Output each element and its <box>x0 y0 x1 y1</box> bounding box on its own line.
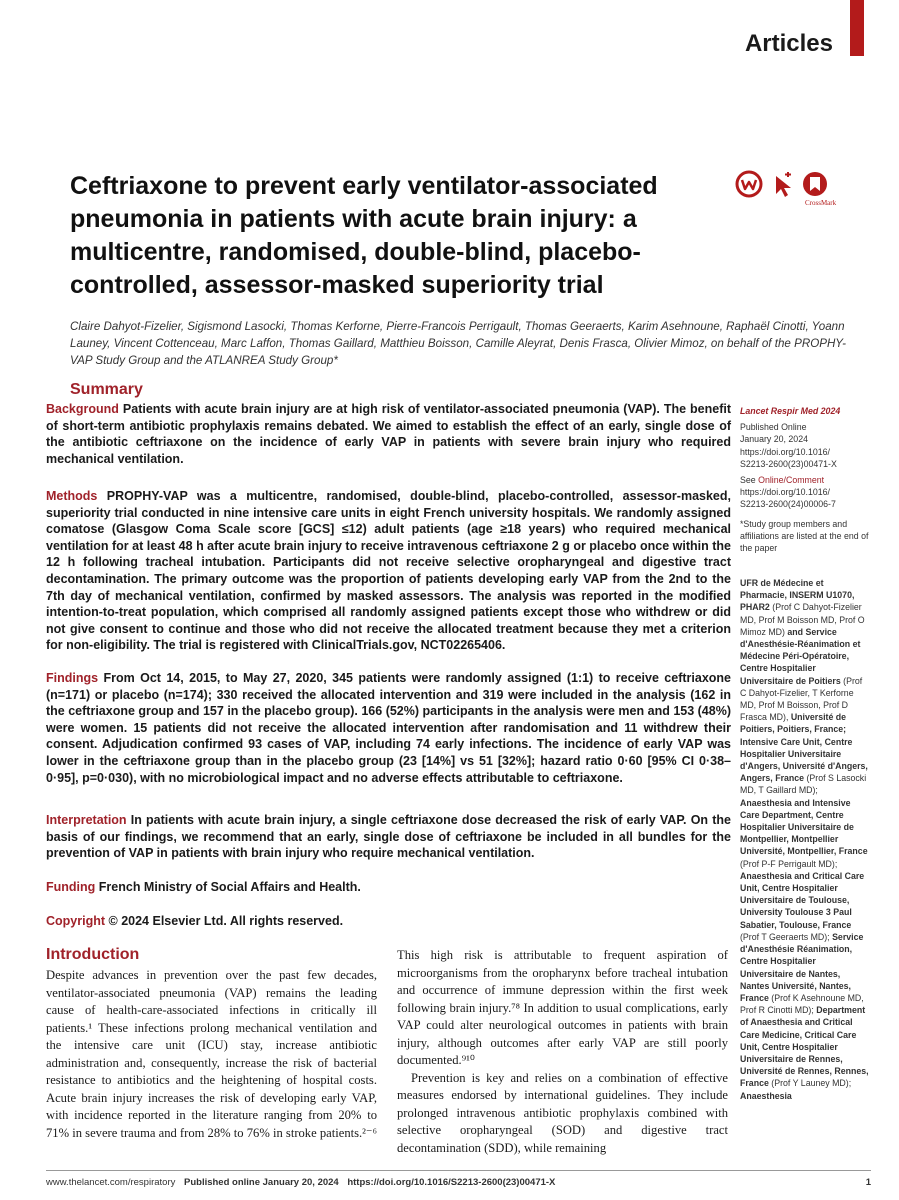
abstract-background <box>46 401 731 467</box>
background-text: Patients with acute brain injury are at high risk of ventilator-associated pneumonia (VAP). The benefit of short-term antibiotic prophylaxis remains debated. We aimed to establish the effect of an early, single dose of the antibiotic ceftriaxone on the incidence of early VAP in patients with severe brain injury who required mechanical ventilation. <box>46 402 731 466</box>
interpretation-text: In patients with acute brain injury, a single ceftriaxone dose decreased the risk of early VAP. On the basis of our findings, we recommend that an early, single dose of ceftriaxone be included in all bundles for the prevention of VAP in patients with brain injury who require mechanical ventilation. <box>46 813 731 861</box>
abstract-findings <box>46 670 731 786</box>
study-group-note: *Study group members and affiliations are listed at the end of the paper <box>740 518 869 554</box>
intro-paragraph: This high risk is attributable to frequent aspiration of microorganisms from the oropharynx before tracheal intubation and occurrence of immune depression within the first week following brain injury.⁷⁸ In addition to usual complications, early VAP could alter neurological outcomes in patients with brain injury, although outcomes after early VAP are still poorly documented.⁹¹⁰ <box>397 948 728 1067</box>
summary-heading: Summary <box>70 381 143 398</box>
affiliation-fragment: Service d'Anesthésie Réanimation, Centre Hospitalier Universitaire de Nantes, Nantes Université, Nantes, France <box>740 931 864 1003</box>
introduction-column-1 <box>46 967 377 1142</box>
interpretation-label: Interpretation <box>46 813 127 827</box>
affiliation-fragment: Anaesthesia and Intensive Care Department, Centre Hospitalier Universitaire de Montpellier, Montpellier Université, Montpellier, France <box>740 797 868 857</box>
affiliation-fragment: Anaesthesia and Critical Care Unit, Centre Hospitalier Universitaire de Toulouse, University Toulouse 3 Paul Sabatier, Toulouse, France <box>740 870 865 930</box>
introduction-heading: Introduction <box>46 946 140 963</box>
affiliation-fragment: (Prof P-F Perrigault MD); <box>740 858 838 869</box>
page-number: 1 <box>865 1177 871 1188</box>
journal-site-link[interactable]: www.thelancet.com/respiratory <box>46 1177 176 1188</box>
crossmark-label: CrossMark <box>805 199 837 207</box>
copyright-label: Copyright <box>46 914 106 928</box>
abstract-interpretation <box>46 812 731 862</box>
comment-link[interactable]: Online/Comment <box>758 475 825 486</box>
journal-citation: Lancet Respir Med 2024 <box>740 406 841 416</box>
article-badges <box>735 170 845 210</box>
affiliation-fragment: (Prof S Lasocki MD, T Gaillard MD); <box>740 773 867 796</box>
comment-doi-link-continued[interactable]: S2213-2600(24)00006-7 <box>740 499 836 510</box>
funding-text: French Ministry of Social Affairs and Health. <box>98 880 361 894</box>
introduction-column-2 <box>397 947 728 1157</box>
abstract-copyright <box>46 913 731 930</box>
see-also <box>740 474 870 486</box>
see-label: See <box>740 475 756 486</box>
page-footer <box>46 1177 871 1188</box>
copyright-text: © 2024 Elsevier Ltd. All rights reserved. <box>108 914 344 928</box>
affiliation-fragment: and Service d'Anesthésie-Réanimation et Médecine Péri-Opératoire, Centre Hospitalier Universitaire de Poitiers <box>740 626 861 686</box>
sidebar-affiliations <box>740 577 870 1102</box>
intro-paragraph: Prevention is key and relies on a combination of effective measures endorsed by international guidelines. They include prolonged intravenous antibiotic prophylaxis combined with selective oropharyngeal (SOD) and digestive tract decontamination (SDD), while remaining <box>397 1070 728 1155</box>
article-title: Ceftriaxone to prevent early ventilator-associated pneumonia in patients with acute brain injury: a multicentre, randomised, double-blind, placebo-controlled, assessor-masked superiority trial <box>70 172 658 299</box>
abstract-funding <box>46 879 731 896</box>
findings-label: Findings <box>46 671 99 685</box>
footer-doi-link[interactable]: https://doi.org/10.1016/S2213-2600(23)00471-X <box>347 1177 556 1188</box>
funding-label: Funding <box>46 880 96 894</box>
methods-text: PROPHY-VAP was a multicentre, randomised, double-blind, placebo-controlled, assessor-masked, superiority trial conducted in nine intensive care units in eight French university hospitals. We randomly assigned comatose (Glasgow Coma Scale score [GCS] ≤12) adult patients (age ≥18 years) who required mechanical ventilation for at least 48 h after acute brain injury to receive intravenous ceftriaxone 2 g or placebo once within the 12 h following tracheal intubation. Participants did not receive selective oropharyngeal and digestive tract decontamination. The primary outcome was the proportion of patients developing early VAP from the 2nd to the 7th day of mechanical ventilation, confirmed by masked assessors. The analysis was reported in the modified intention-to-treat population, which comprised all randomly assigned patients except those who withdrew or did not give consent to continue and those who did not receive the allocated treatment because they met a criterion for non-eligibility. The trial is registered with ClinicalTrials.gov, NCT02265406. <box>46 489 731 653</box>
cursor-icon[interactable] <box>768 170 796 198</box>
doi-link[interactable]: https://doi.org/10.1016/ <box>740 446 830 457</box>
footer-rule <box>46 1170 871 1171</box>
intro-paragraph: Despite advances in prevention over the past few decades, ventilator-associated pneumonia (VAP) remains the leading cause of health-care-associated infections in critically ill patients.¹ These infections prolong mechanical ventilation and the intensive care unit (ICU) stay, increase antibiotic administration and, consequently, increase the risk of bacterial resistance to antibiotics and the heightening of hospital costs. Acute brain injury increases the risk of developing early VAP, with incidence reported in the literature ranging from 20% to 71% in severe trauma and from 28% to 76% in stroke patients.²⁻⁶ <box>46 968 377 1140</box>
methods-label: Methods <box>46 489 98 503</box>
background-label: Background <box>46 402 119 416</box>
crossmark-icon[interactable] <box>801 170 829 198</box>
published-date: January 20, 2024 <box>740 434 808 445</box>
comment-doi-link[interactable]: https://doi.org/10.1016/ <box>740 487 830 498</box>
author-list: Claire Dahyot-Fizelier, Sigismond Lasocki, Thomas Kerforne, Pierre-Francois Perrigault, Thomas Geeraerts, Karim Asehnoune, Raphaël Cinotti, Yoann Launey, Vincent Cottenceau, Marc Laffon, Thomas Gaillard, Matthieu Boisson, Camille Aleyrat, Denis Frasca, Olivier Mimoz, on behalf of the PROPHY-VAP Study Group and the ATLANREA Study Group* <box>70 320 847 367</box>
affiliation-fragment: Université de Poitiers, Poitiers, France; Intensive Care Unit, Centre Hospitalier Universitaire d'Angers, Université d'Angers, Angers, France <box>740 712 868 784</box>
sidebar-publication-info <box>740 405 870 554</box>
affiliation-fragment: (Prof C Dahyot-Fizelier MD, Prof M Boisson MD, Prof O Mimoz MD) <box>740 602 865 637</box>
published-online-label: Published Online <box>740 422 807 433</box>
affiliation-fragment: (Prof Y Launey MD); <box>771 1078 852 1089</box>
section-label: Articles <box>744 30 833 57</box>
section-color-bar <box>850 0 864 56</box>
abstract-methods <box>46 488 731 654</box>
footer-published: Published online January 20, 2024 <box>184 1177 339 1188</box>
affiliation-fragment: Department of Anaesthesia and Critical Care Medicine, Critical Care Unit, Centre Hospitalier Universitaire de Rennes, Université de Rennes, Rennes, France <box>740 1005 869 1089</box>
affiliation-fragment: (Prof T Geeraerts MD); <box>740 931 833 942</box>
w-icon[interactable] <box>735 170 763 198</box>
findings-text: From Oct 14, 2015, to May 27, 2020, 345 patients were randomly assigned (1:1) to receive ceftriaxone (n=171) or placebo (n=174); 330 received the allocated intervention and 319 were included in the analysis (162 in the ceftriaxone group and 157 in the placebo group). 166 (52%) participants in the analysis were men and 153 (48%) were women. 15 patients did not receive the allocated intervention after randomisation and 11 withdrew their consent. Adjudication confirmed 93 cases of VAP, including 74 early infections. The incidence of early VAP was lower in the ceftriaxone group than in the placebo group (23 [14%] vs 51 [32%]; hazard ratio 0·60 [95% CI 0·38–0·95], p=0·030), with no microbiological impact and no adverse effects attributable to ceftriaxone. <box>46 671 731 785</box>
affiliation-fragment: (Prof C Dahyot-Fizelier, T Kerforne MD, Prof M Boisson, Prof D Frasca MD), <box>740 675 863 723</box>
affiliation-fragment: (Prof K Asehnoune MD, Prof R Cinotti MD); <box>740 992 864 1016</box>
doi-link-continued[interactable]: S2213-2600(23)00471-X <box>740 458 837 469</box>
affiliation-fragment: UFR de Médecine et Pharmacie, INSERM U1070, PHAR2 <box>740 578 855 613</box>
affiliation-fragment: Anaesthesia <box>740 1090 792 1101</box>
